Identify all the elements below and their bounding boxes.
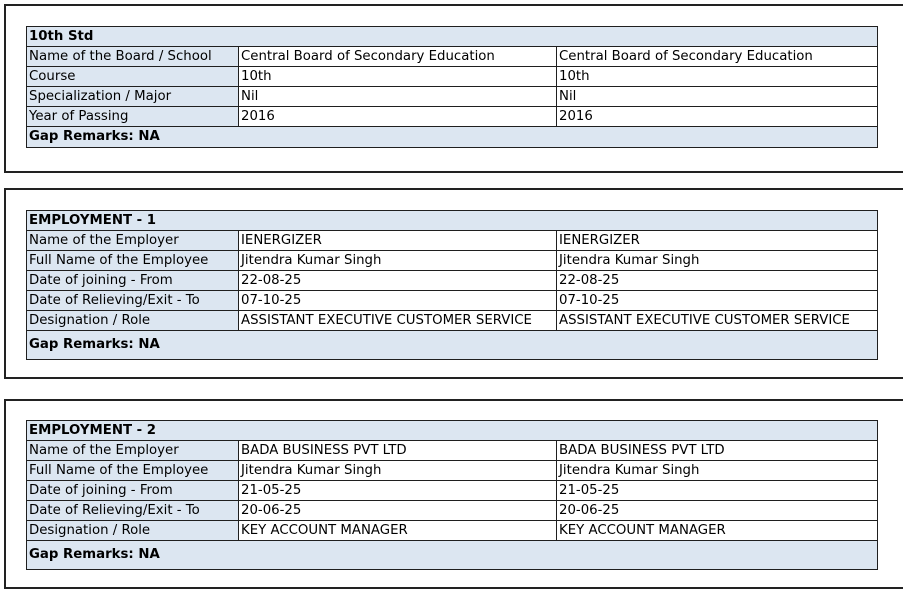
- row-value-verified: 20-06-25: [557, 501, 877, 520]
- table-row: [27, 311, 877, 331]
- row-value-verified: 22-08-25: [557, 271, 877, 290]
- row-label: Specialization / Major: [27, 87, 239, 106]
- row-label: Course: [27, 67, 239, 86]
- row-value-verified: Jitendra Kumar Singh: [557, 251, 877, 270]
- section-title: EMPLOYMENT - 2: [29, 423, 157, 438]
- row-value-claimed: IENERGIZER: [239, 231, 557, 250]
- education-table: [26, 26, 878, 148]
- row-value-verified: IENERGIZER: [557, 231, 877, 250]
- section-title: EMPLOYMENT - 1: [29, 213, 157, 228]
- row-label: Designation / Role: [27, 521, 239, 540]
- row-value-claimed: 10th: [239, 67, 557, 86]
- employment-table: [26, 210, 878, 360]
- gap-remarks: Gap Remarks: NA: [29, 129, 160, 144]
- gap-remarks: Gap Remarks: NA: [29, 547, 160, 562]
- row-value-claimed: Jitendra Kumar Singh: [239, 251, 557, 270]
- row-value-claimed: ASSISTANT EXECUTIVE CUSTOMER SERVICE: [239, 311, 557, 330]
- row-label: Name of the Employer: [27, 231, 239, 250]
- row-value-verified: Central Board of Secondary Education: [557, 47, 877, 66]
- row-value-verified: Jitendra Kumar Singh: [557, 461, 877, 480]
- row-label: Date of Relieving/Exit - To: [27, 291, 239, 310]
- gap-remarks-row: [27, 541, 877, 569]
- row-value-claimed: 20-06-25: [239, 501, 557, 520]
- row-value-claimed: Jitendra Kumar Singh: [239, 461, 557, 480]
- row-label: Name of the Employer: [27, 441, 239, 460]
- row-value-verified: 2016: [557, 107, 877, 126]
- row-label: Date of joining - From: [27, 481, 239, 500]
- gap-remarks-row: [27, 127, 877, 147]
- section-header: [27, 27, 877, 47]
- table-row: [27, 441, 877, 461]
- row-label: Designation / Role: [27, 311, 239, 330]
- row-value-verified: Nil: [557, 87, 877, 106]
- row-value-verified: ASSISTANT EXECUTIVE CUSTOMER SERVICE: [557, 311, 877, 330]
- table-row: [27, 291, 877, 311]
- row-value-claimed: 21-05-25: [239, 481, 557, 500]
- table-row: [27, 107, 877, 127]
- row-value-claimed: Central Board of Secondary Education: [239, 47, 557, 66]
- row-value-claimed: BADA BUSINESS PVT LTD: [239, 441, 557, 460]
- section-header: [27, 421, 877, 441]
- row-value-verified: 07-10-25: [557, 291, 877, 310]
- gap-remarks: Gap Remarks: NA: [29, 337, 160, 352]
- row-value-verified: KEY ACCOUNT MANAGER: [557, 521, 877, 540]
- section-header: [27, 211, 877, 231]
- row-value-verified: BADA BUSINESS PVT LTD: [557, 441, 877, 460]
- table-row: [27, 481, 877, 501]
- table-row: [27, 47, 877, 67]
- row-value-claimed: 2016: [239, 107, 557, 126]
- section-title: 10th Std: [29, 29, 94, 44]
- row-value-claimed: 07-10-25: [239, 291, 557, 310]
- row-value-claimed: 22-08-25: [239, 271, 557, 290]
- row-label: Year of Passing: [27, 107, 239, 126]
- row-value-claimed: Nil: [239, 87, 557, 106]
- employment-table: [26, 420, 878, 570]
- table-row: [27, 501, 877, 521]
- table-row: [27, 521, 877, 541]
- table-row: [27, 461, 877, 481]
- table-row: [27, 231, 877, 251]
- table-row: [27, 87, 877, 107]
- table-row: [27, 271, 877, 291]
- row-label: Date of joining - From: [27, 271, 239, 290]
- section-10th-std-panel: [4, 4, 903, 173]
- row-value-verified: 10th: [557, 67, 877, 86]
- section-employment-1-panel: [4, 188, 903, 379]
- row-label: Full Name of the Employee: [27, 461, 239, 480]
- section-employment-2-panel: [4, 399, 903, 589]
- row-label: Full Name of the Employee: [27, 251, 239, 270]
- row-value-claimed: KEY ACCOUNT MANAGER: [239, 521, 557, 540]
- row-label: Name of the Board / School: [27, 47, 239, 66]
- gap-remarks-row: [27, 331, 877, 359]
- table-row: [27, 251, 877, 271]
- table-row: [27, 67, 877, 87]
- row-label: Date of Relieving/Exit - To: [27, 501, 239, 520]
- row-value-verified: 21-05-25: [557, 481, 877, 500]
